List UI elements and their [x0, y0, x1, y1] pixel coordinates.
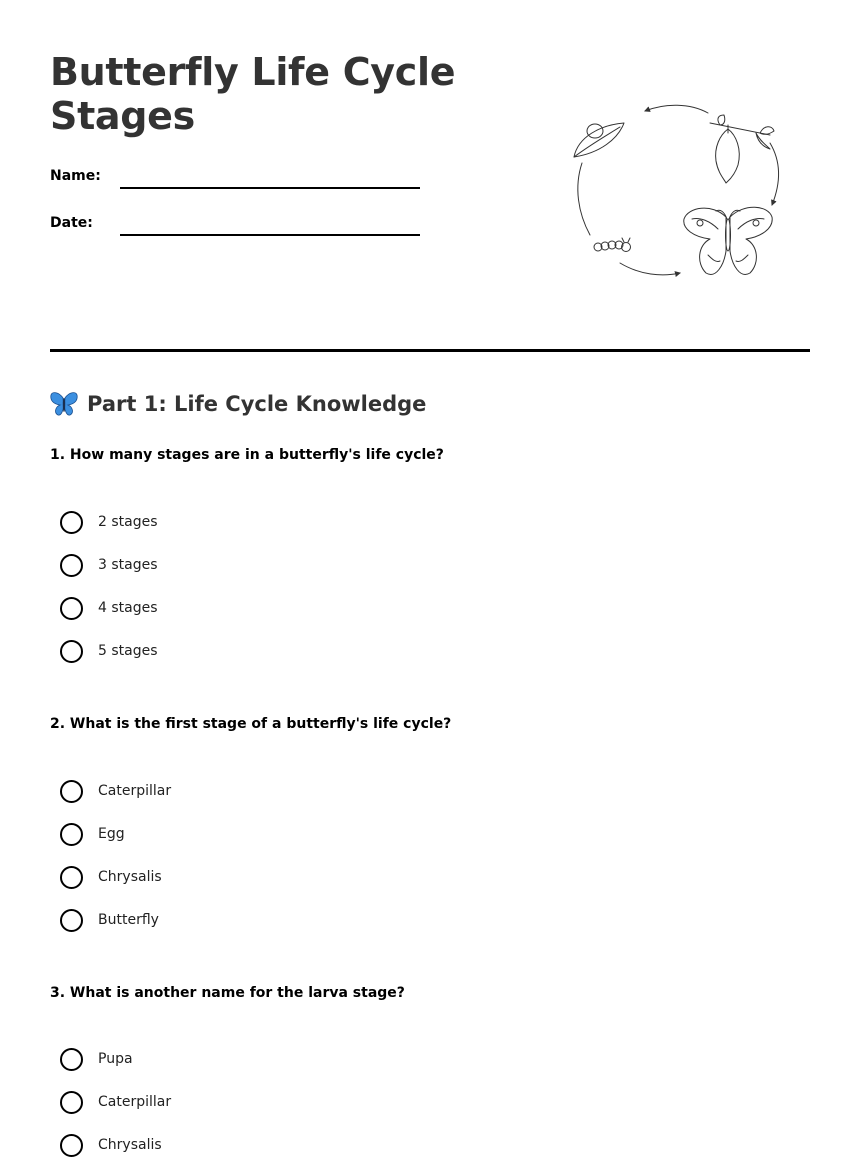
option-label: Egg [98, 826, 125, 842]
egg-on-leaf-icon [574, 123, 624, 157]
radio-button[interactable] [60, 1048, 83, 1071]
page-title: Butterfly Life Cycle Stages [50, 50, 456, 138]
cycle-arrow-left-icon [578, 163, 590, 235]
option-label: Caterpillar [98, 1094, 172, 1110]
option-label: 5 stages [98, 643, 158, 659]
q1-option-3[interactable] [60, 595, 158, 621]
radio-button[interactable] [60, 909, 83, 932]
option-label: Chrysalis [98, 869, 162, 885]
q2-option-3[interactable] [60, 864, 162, 890]
option-label: 3 stages [98, 557, 158, 573]
radio-button[interactable] [60, 511, 83, 534]
caterpillar-icon [594, 238, 631, 252]
question-3: 3. What is another name for the larva stage? [50, 985, 405, 1001]
date-line[interactable] [120, 234, 420, 236]
q1-option-1[interactable] [60, 509, 158, 535]
q3-option-2[interactable] [60, 1089, 171, 1115]
q1-option-4[interactable] [60, 638, 158, 664]
blue-butterfly-icon [50, 391, 78, 417]
section-divider [50, 349, 810, 352]
section-heading-text: Part 1: Life Cycle Knowledge [87, 392, 427, 416]
date-label: Date: [50, 215, 93, 231]
q2-option-2[interactable] [60, 821, 125, 847]
q2-option-1[interactable] [60, 778, 171, 804]
name-label: Name: [50, 168, 101, 184]
section-heading [50, 388, 426, 420]
radio-button[interactable] [60, 866, 83, 889]
chrysalis-icon [710, 115, 774, 183]
cycle-arrow-top-icon [645, 105, 708, 113]
question-1: 1. How many stages are in a butterfly's life cycle? [50, 447, 444, 463]
option-label: Pupa [98, 1051, 133, 1067]
life-cycle-illustration [560, 95, 790, 290]
q3-option-1[interactable] [60, 1046, 133, 1072]
cycle-arrow-right-icon [770, 143, 779, 205]
radio-button[interactable] [60, 1091, 83, 1114]
option-label: Butterfly [98, 912, 159, 928]
date-field[interactable] [50, 207, 420, 237]
radio-button[interactable] [60, 780, 83, 803]
question-2: 2. What is the first stage of a butterfly's life cycle? [50, 716, 452, 732]
radio-button[interactable] [60, 1134, 83, 1157]
radio-button[interactable] [60, 640, 83, 663]
radio-button[interactable] [60, 597, 83, 620]
q3-option-3[interactable] [60, 1132, 162, 1158]
name-field[interactable] [50, 160, 420, 190]
name-line[interactable] [120, 187, 420, 189]
radio-button[interactable] [60, 823, 83, 846]
option-label: 4 stages [98, 600, 158, 616]
adult-butterfly-icon [684, 207, 772, 274]
q1-option-2[interactable] [60, 552, 158, 578]
option-label: Caterpillar [98, 783, 172, 799]
option-label: 2 stages [98, 514, 158, 530]
q2-option-4[interactable] [60, 907, 159, 933]
radio-button[interactable] [60, 554, 83, 577]
option-label: Chrysalis [98, 1137, 162, 1153]
cycle-arrow-bottom-icon [620, 263, 680, 275]
